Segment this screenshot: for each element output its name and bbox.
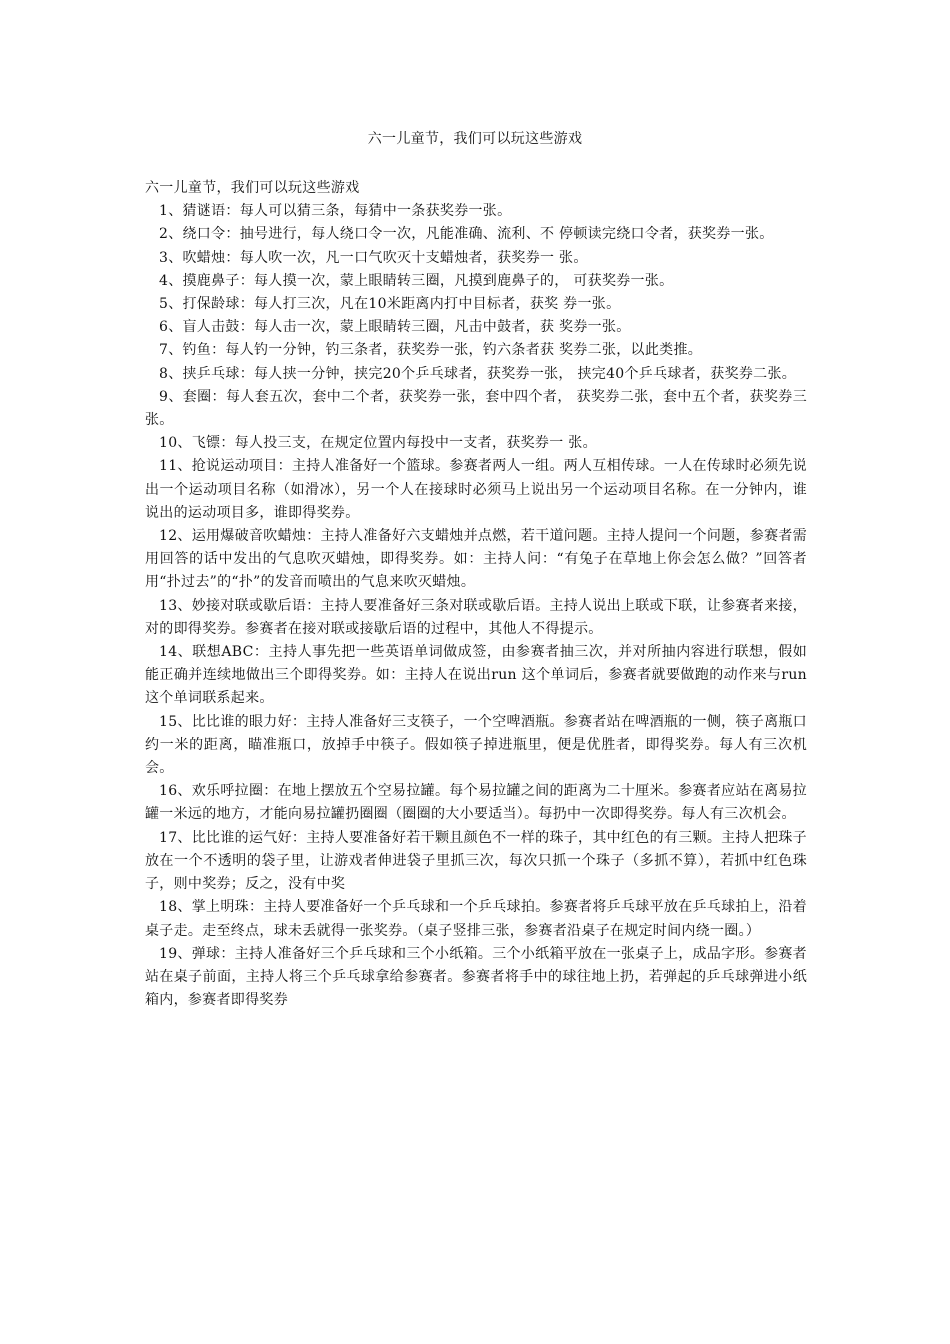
game-item-7: 7、钓鱼：每人钓一分钟，钓三条者，获奖券一张，钓六条者获 奖券二张，以此类推。 [159,342,703,359]
game-item-6: 6、盲人击鼓：每人击一次，蒙上眼睛转三圈，凡击中鼓者，获 奖券一张。 [159,319,631,336]
document-body [145,177,807,1012]
game-item-10: 10、飞镖：每人投三支，在规定位置内每投中一支者，获奖券一 张。 [159,435,597,452]
game-item-8: 8、挟乒乓球：每人挟一分钟，挟完20个乒乓球者，获奖券一张， 挟完40个乒乓球者，获奖券二张。 [159,365,797,382]
game-item-1: 1、猜谜语：每人可以猜三条，每猜中一条获奖券一张。 [159,203,512,220]
game-item-3: 3、吹蜡烛：每人吹一次，凡一口气吹灭十支蜡烛者，获奖券一 张。 [159,249,588,266]
game-item-9: 9、套圈：每人套五次，套中二个者，获奖券一张，套中四个者， 获奖券二张，套中五个者，获奖券三张。 [145,388,807,429]
game-item-11: 11、抢说运动项目：主持人准备好一个篮球。参赛者两人一组。两人互相传球。一人在传球时必须先说出一个运动项目名称（如滑冰），另一个人在接球时必须马上说出另一个运动项目名称。在一分钟内，谁说出的运动项目多，谁即得奖券。 [145,458,807,521]
game-item-15: 15、比比谁的眼力好：主持人准备好三支筷子，一个空啤酒瓶。参赛者站在啤酒瓶的一侧，筷子离瓶口约一米的距离，瞄准瓶口，放掉手中筷子。假如筷子掉进瓶里，便是优胜者，即得奖券。每人有三次机会。 [145,713,807,777]
page-title: 六一儿童节，我们可以玩这些游戏 [367,131,583,147]
game-item-12: 12、运用爆破音吹蜡烛：主持人准备好六支蜡烛并点燃，若干道问题。主持人提问一个问题，参赛者需用回答的话中发出的气息吹灭蜡烛，即得奖券。如：主持人问：“有兔子在草地上你会怎么做？”回答者用“扑过去”的“扑”的发音而喷出的气息来吹灭蜡烛。 [145,528,807,591]
section-heading: 六一儿童节，我们可以玩这些游戏 [145,180,360,196]
game-item-5: 5、打保龄球：每人打三次，凡在10米距离内打中目标者，获奖 券一张。 [159,296,621,313]
game-item-17: 17、比比谁的运气好：主持人要准备好若干颗且颜色不一样的珠子，其中红色的有三颗。主持人把珠子放在一个不透明的袋子里，让游戏者伸进袋子里抓三次，每次只抓一个珠子（多抓不算），若抓中红色珠子，则中奖券；反之，没有中奖 [145,829,807,893]
game-item-4: 4、摸鹿鼻子：每人摸一次，蒙上眼睛转三圈，凡摸到鹿鼻子的， 可获奖券一张。 [159,272,674,289]
game-item-13: 13、妙接对联或歇后语：主持人要准备好三条对联或歇后语。主持人说出上联或下联，让参赛者来接，对的即得奖券。参赛者在接对联或接歇后语的过程中，其他人不得提示。 [145,597,807,637]
game-item-16: 16、欢乐呼拉圈：在地上摆放五个空易拉罐。每个易拉罐之间的距离为二十厘米。参赛者应站在离易拉罐一米远的地方，才能向易拉罐扔圈圈（圈圈的大小要适当）。每扔中一次即得奖券。每人有三次机会。 [145,783,807,823]
game-item-19: 19、弹球：主持人准备好三个乒乓球和三个小纸箱。三个小纸箱平放在一张桌子上，成品字形。参赛者站在桌子前面，主持人将三个乒乓球拿给参赛者。参赛者将手中的球往地上扔，若弹起的乒乓球弹进小纸箱内，参赛者即得奖券 [145,945,807,1009]
game-item-18: 18、掌上明珠：主持人要准备好一个乒乓球和一个乒乓球拍。参赛者将乒乓球平放在乒乓球拍上，沿着桌子走。走至终点，球未丢就得一张奖券。（桌子竖排三张，参赛者沿桌子在规定时间内绕一圈。） [145,899,807,939]
game-item-14: 14、联想ABC：主持人事先把一些英语单词做成签，由参赛者抽三次，并对所抽内容进行联想，假如能正确并连续地做出三个即得奖券。如：主持人在说出run 这个单词后，参赛者就要做跑的动作来与run这个单词联系起来。 [145,644,807,707]
game-item-2: 2、绕口令：抽号进行，每人绕口令一次，凡能准确、流利、不 停顿读完绕口令者，获奖券一张。 [159,226,774,243]
